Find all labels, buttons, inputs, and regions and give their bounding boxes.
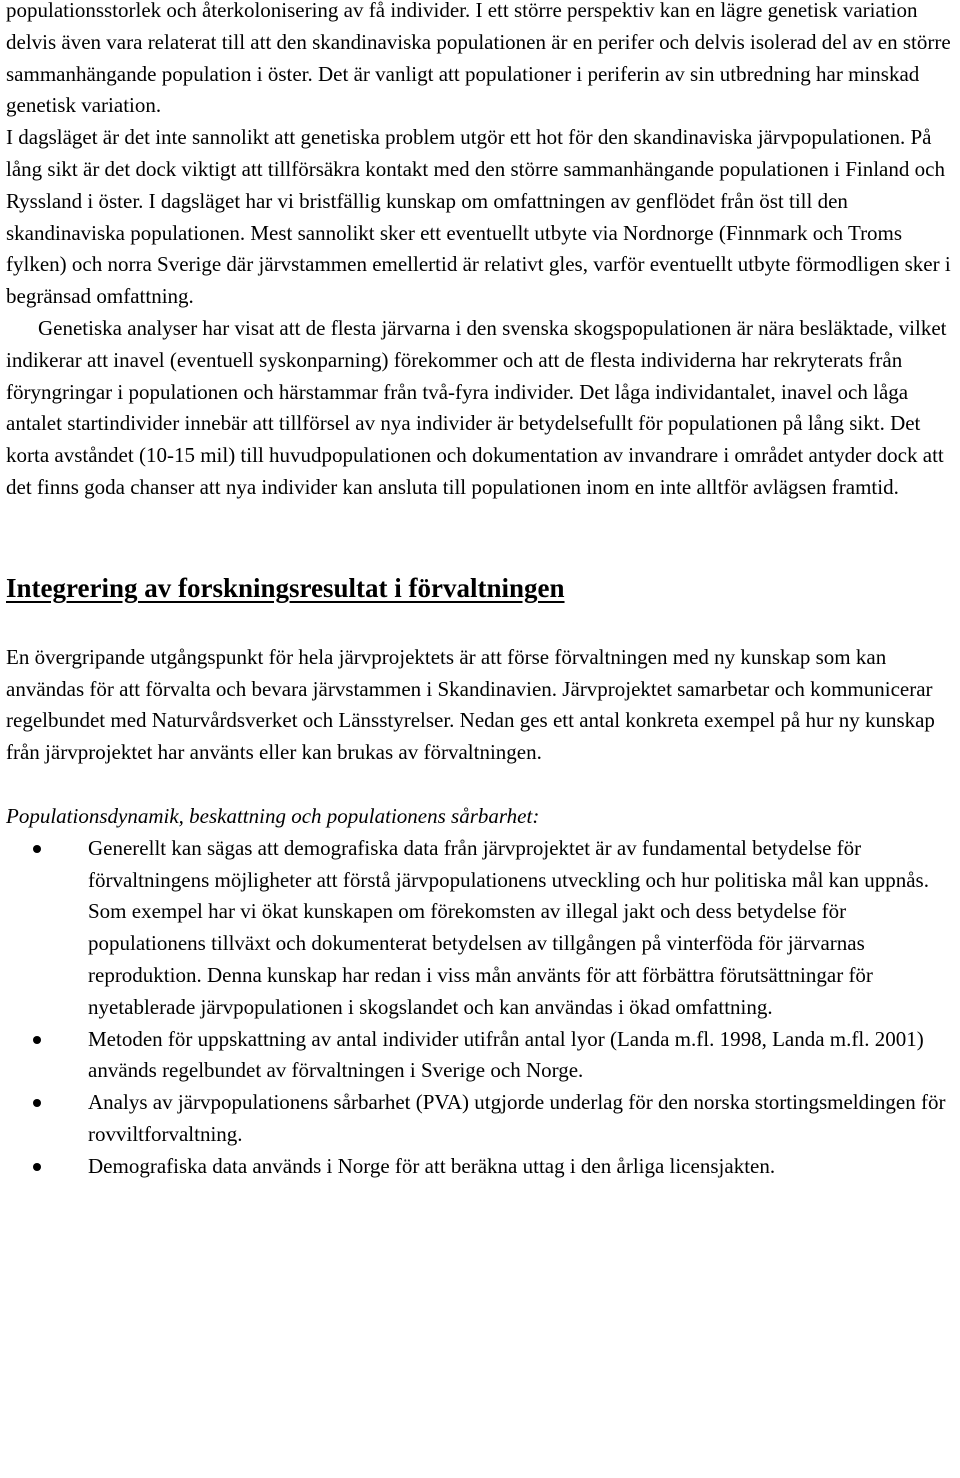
bullet-icon bbox=[33, 1036, 41, 1044]
section-subheading: Populationsdynamik, beskattning och populationens sårbarhet: bbox=[6, 803, 540, 828]
list-item-text: Metoden för uppskattning av antal individer utifrån antal lyor (Landa m.fl. 1998, Landa m.fl. 2001) används regelbundet av förvaltningen i Sverige och Norge. bbox=[88, 1026, 924, 1083]
list-item-text: Demografiska data används i Norge för att beräkna uttag i den årliga licensjakten. bbox=[88, 1153, 776, 1178]
document-page bbox=[6, 0, 956, 1183]
spacer bbox=[6, 604, 956, 642]
paragraph-genetic-problems: I dagsläget är det inte sannolikt att genetiska problem utgör ett hot för den skandinaviska järvpopulationen. På lång sikt är det dock viktigt att tillförsäkra kontakt med den större sammanhängande populationen i Finland och Ryssland i öster. I dagsläget har vi bristfällig kunskap om omfattningen av genflödet från öst till den skandinaviska populationen. Mest sannolikt sker ett eventuellt utbyte via Nordnorge (Finnmark och Troms fylken) och norra Sverige där järvstammen emellertid är relativt gles, varför eventuellt utbyte förmodligen sker i begränsad omfattning. bbox=[6, 125, 951, 309]
list-item bbox=[6, 1087, 956, 1151]
bullet-list bbox=[6, 833, 956, 1183]
paragraph-genetic-variation: populationsstorlek och återkolonisering av få individer. I ett större perspektiv kan en lägre genetisk variation delvis även vara relaterat till att den skandinaviska populationen är en perifer och delvis isolerad del av en större sammanhängande population i öster. Det är vanligt att populationer i periferin av sin utbredning har minskad genetisk variation. bbox=[6, 0, 951, 118]
list-item-text: Generellt kan sägas att demografiska data från järvprojektet är av fundamental betydelse för förvaltningens möjligheter att förstå järvpopulationens utveckling och hur politiska mål kan uppnås. Som exempel har vi ökat kunskapen om förekomsten av illegal jakt och dess betydelse för populationens tillväxt och dokumenterat betydelsen av tillgången på vinterföda för järvarnas reproduktion. Denna kunskap har redan i viss mån använts för att förbättra förutsättningar för nyetablerade järvpopulationen i skogslandet och kan användas i ökad omfattning. bbox=[88, 835, 929, 1019]
list-item bbox=[6, 1024, 956, 1088]
bullet-icon bbox=[33, 1163, 41, 1171]
section-intro-paragraph: En övergripande utgångspunkt för hela järvprojektets är att förse förvaltningen med ny kunskap som kan användas för att förvalta och bevara järvstammen i Skandinavien. Järvprojektet samarbetar och kommunicerar regelbundet med Naturvårdsverket och Länsstyrelser. Nedan ges ett antal konkreta exempel på hur ny kunskap från järvprojektet har använts eller kan brukas av förvaltningen. bbox=[6, 644, 935, 765]
spacer bbox=[6, 769, 956, 801]
bullet-icon bbox=[33, 1099, 41, 1107]
paragraph-genetic-analyses: Genetiska analyser har visat att de flesta järvarna i den svenska skogspopulationen är nära besläktade, vilket indikerar att inavel (eventuell syskonparning) förekommer och att de flesta individerna har rekryterats från föryngringar i populationen och härstammar från två-fyra individer. Det låga individantalet, inavel och låga antalet startindivider innebär att tillförsel av nya individer är betydelsefullt för populationen på lång sikt. Det korta avståndet (10-15 mil) till huvudpopulationen och dokumentation av invandrare i området antyder dock att det finns goda chanser att nya individer kan ansluta till populationen inom en inte alltför avlägsen framtid. bbox=[6, 315, 947, 499]
section-heading: Integrering av forskningsresultat i förvaltningen bbox=[6, 572, 565, 603]
list-item-text: Analys av järvpopulationens sårbarhet (PVA) utgjorde underlag för den norska stortingsmeldingen för rovviltforvaltning. bbox=[88, 1090, 946, 1146]
list-item bbox=[6, 1151, 956, 1183]
list-item bbox=[6, 833, 956, 1024]
spacer bbox=[6, 504, 956, 572]
bullet-icon bbox=[33, 845, 41, 853]
